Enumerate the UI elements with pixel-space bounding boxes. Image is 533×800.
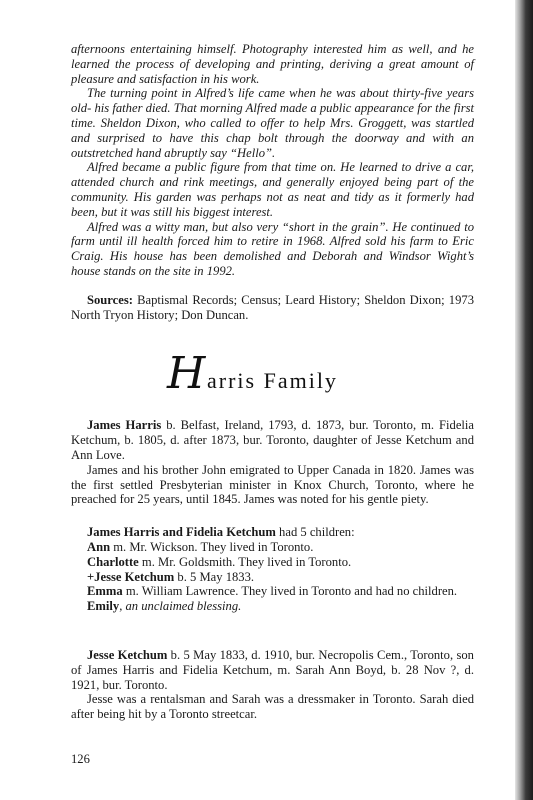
child-charlotte [71,555,474,570]
child-emily-name: Emily [87,599,120,614]
sources-label: Sources: [87,292,133,307]
james-harris-paragraph-2: James and his brother John emigrated to Upper Canada in 1820. James was the first settled Presbyterian minister in Knox Church, Toronto, where he preached for 25 years, until 1845. James was noted for his gentle piety. [71,462,474,507]
child-emily-text: an unclaimed blessing. [125,599,242,614]
child-emily [71,599,474,614]
child-emily-sep: , [119,599,126,614]
page-body [71,42,474,722]
alfred-paragraph-4: Alfred was a witty man, but also very “short in the grain”. He continued to farm until ill health forced him to retire in 1968. Alfred sold his farm to Eric Craig. His house has been demolished and Deborah and Windsor Wight’s house stands on the site in 1992. [71,219,474,278]
sources-text: Baptismal Records; Census; Leard History; Sheldon Dixon; 1973 North Tryon History; Don Duncan. [71,292,474,322]
sources-line [71,293,474,323]
page-number: 126 [71,752,90,766]
children-intro [71,525,474,540]
jesse-ketchum-details: b. 5 May 1833, d. 1910, bur. Necropolis Cem., Toronto, son of James Harris and Fidelia Ketchum, m. Sarah Ann Boyd, b. 28 Nov ?, d. 1921, bur. Toronto. [71,647,474,692]
child-jesse-name: +Jesse Ketchum [87,569,175,584]
james-harris-name: James Harris [87,418,162,433]
child-charlotte-name: Charlotte [87,554,139,569]
james-harris-entry [71,418,474,462]
alfred-paragraph-2: The turning point in Alfred’s life came when he was about thirty-five years old- his father died. That morning Alfred made a public appearance for the first time. Sheldon Dixon, who called to offer to help Mrs. Groggett, was startled and surprised to have this chap bolt through the doorway and with an outstretched hand abruptly say “Hello”. [71,86,474,160]
child-ann-name: Ann [87,539,111,554]
child-charlotte-text: m. Mr. Goldsmith. They lived in Toronto. [138,554,352,569]
child-emma [71,584,474,599]
child-jesse [71,570,474,585]
spacer [71,614,474,648]
alfred-paragraph-3: Alfred became a public figure from that time on. He learned to drive a car, attended church and rink meetings, and generally enjoyed being part of the community. His garden was perhaps not as neat and tidy as it formerly had been, but it was still his biggest interest. [71,160,474,219]
section-heading [167,348,474,400]
heading-initial: H [167,348,206,400]
spacer [71,507,474,525]
children-count: had 5 children: [275,525,355,540]
jesse-ketchum-paragraph-2: Jesse was a rentalsman and Sarah was a dressmaker in Toronto. Sarah died after being hit by a Toronto streetcar. [71,692,474,722]
children-parents: James Harris and Fidelia Ketchum [87,525,276,540]
alfred-paragraph-1: afternoons entertaining himself. Photography interested him as well, and he learned the process of developing and printing, deriving a great amount of pleasure and satisfaction in his work. [71,42,474,86]
jesse-ketchum-entry [71,648,474,692]
child-emma-text: m. William Lawrence. They lived in Toronto and had no children. [122,584,458,599]
child-ann-text: m. Mr. Wickson. They lived in Toronto. [110,539,314,554]
james-harris-details: b. Belfast, Ireland, 1793, d. 1873, bur. Toronto, m. Fidelia Ketchum, b. 1805, d. after 1873, bur. Toronto, daughter of Jesse Ketchum and Ann Love. [71,418,474,462]
child-ann [71,540,474,555]
heading-text: arris Family [207,368,338,394]
child-emma-name: Emma [87,584,123,599]
jesse-ketchum-name: Jesse Ketchum [87,647,168,662]
page-edge-shadow [515,0,533,800]
child-jesse-text: b. 5 May 1833. [174,569,255,584]
